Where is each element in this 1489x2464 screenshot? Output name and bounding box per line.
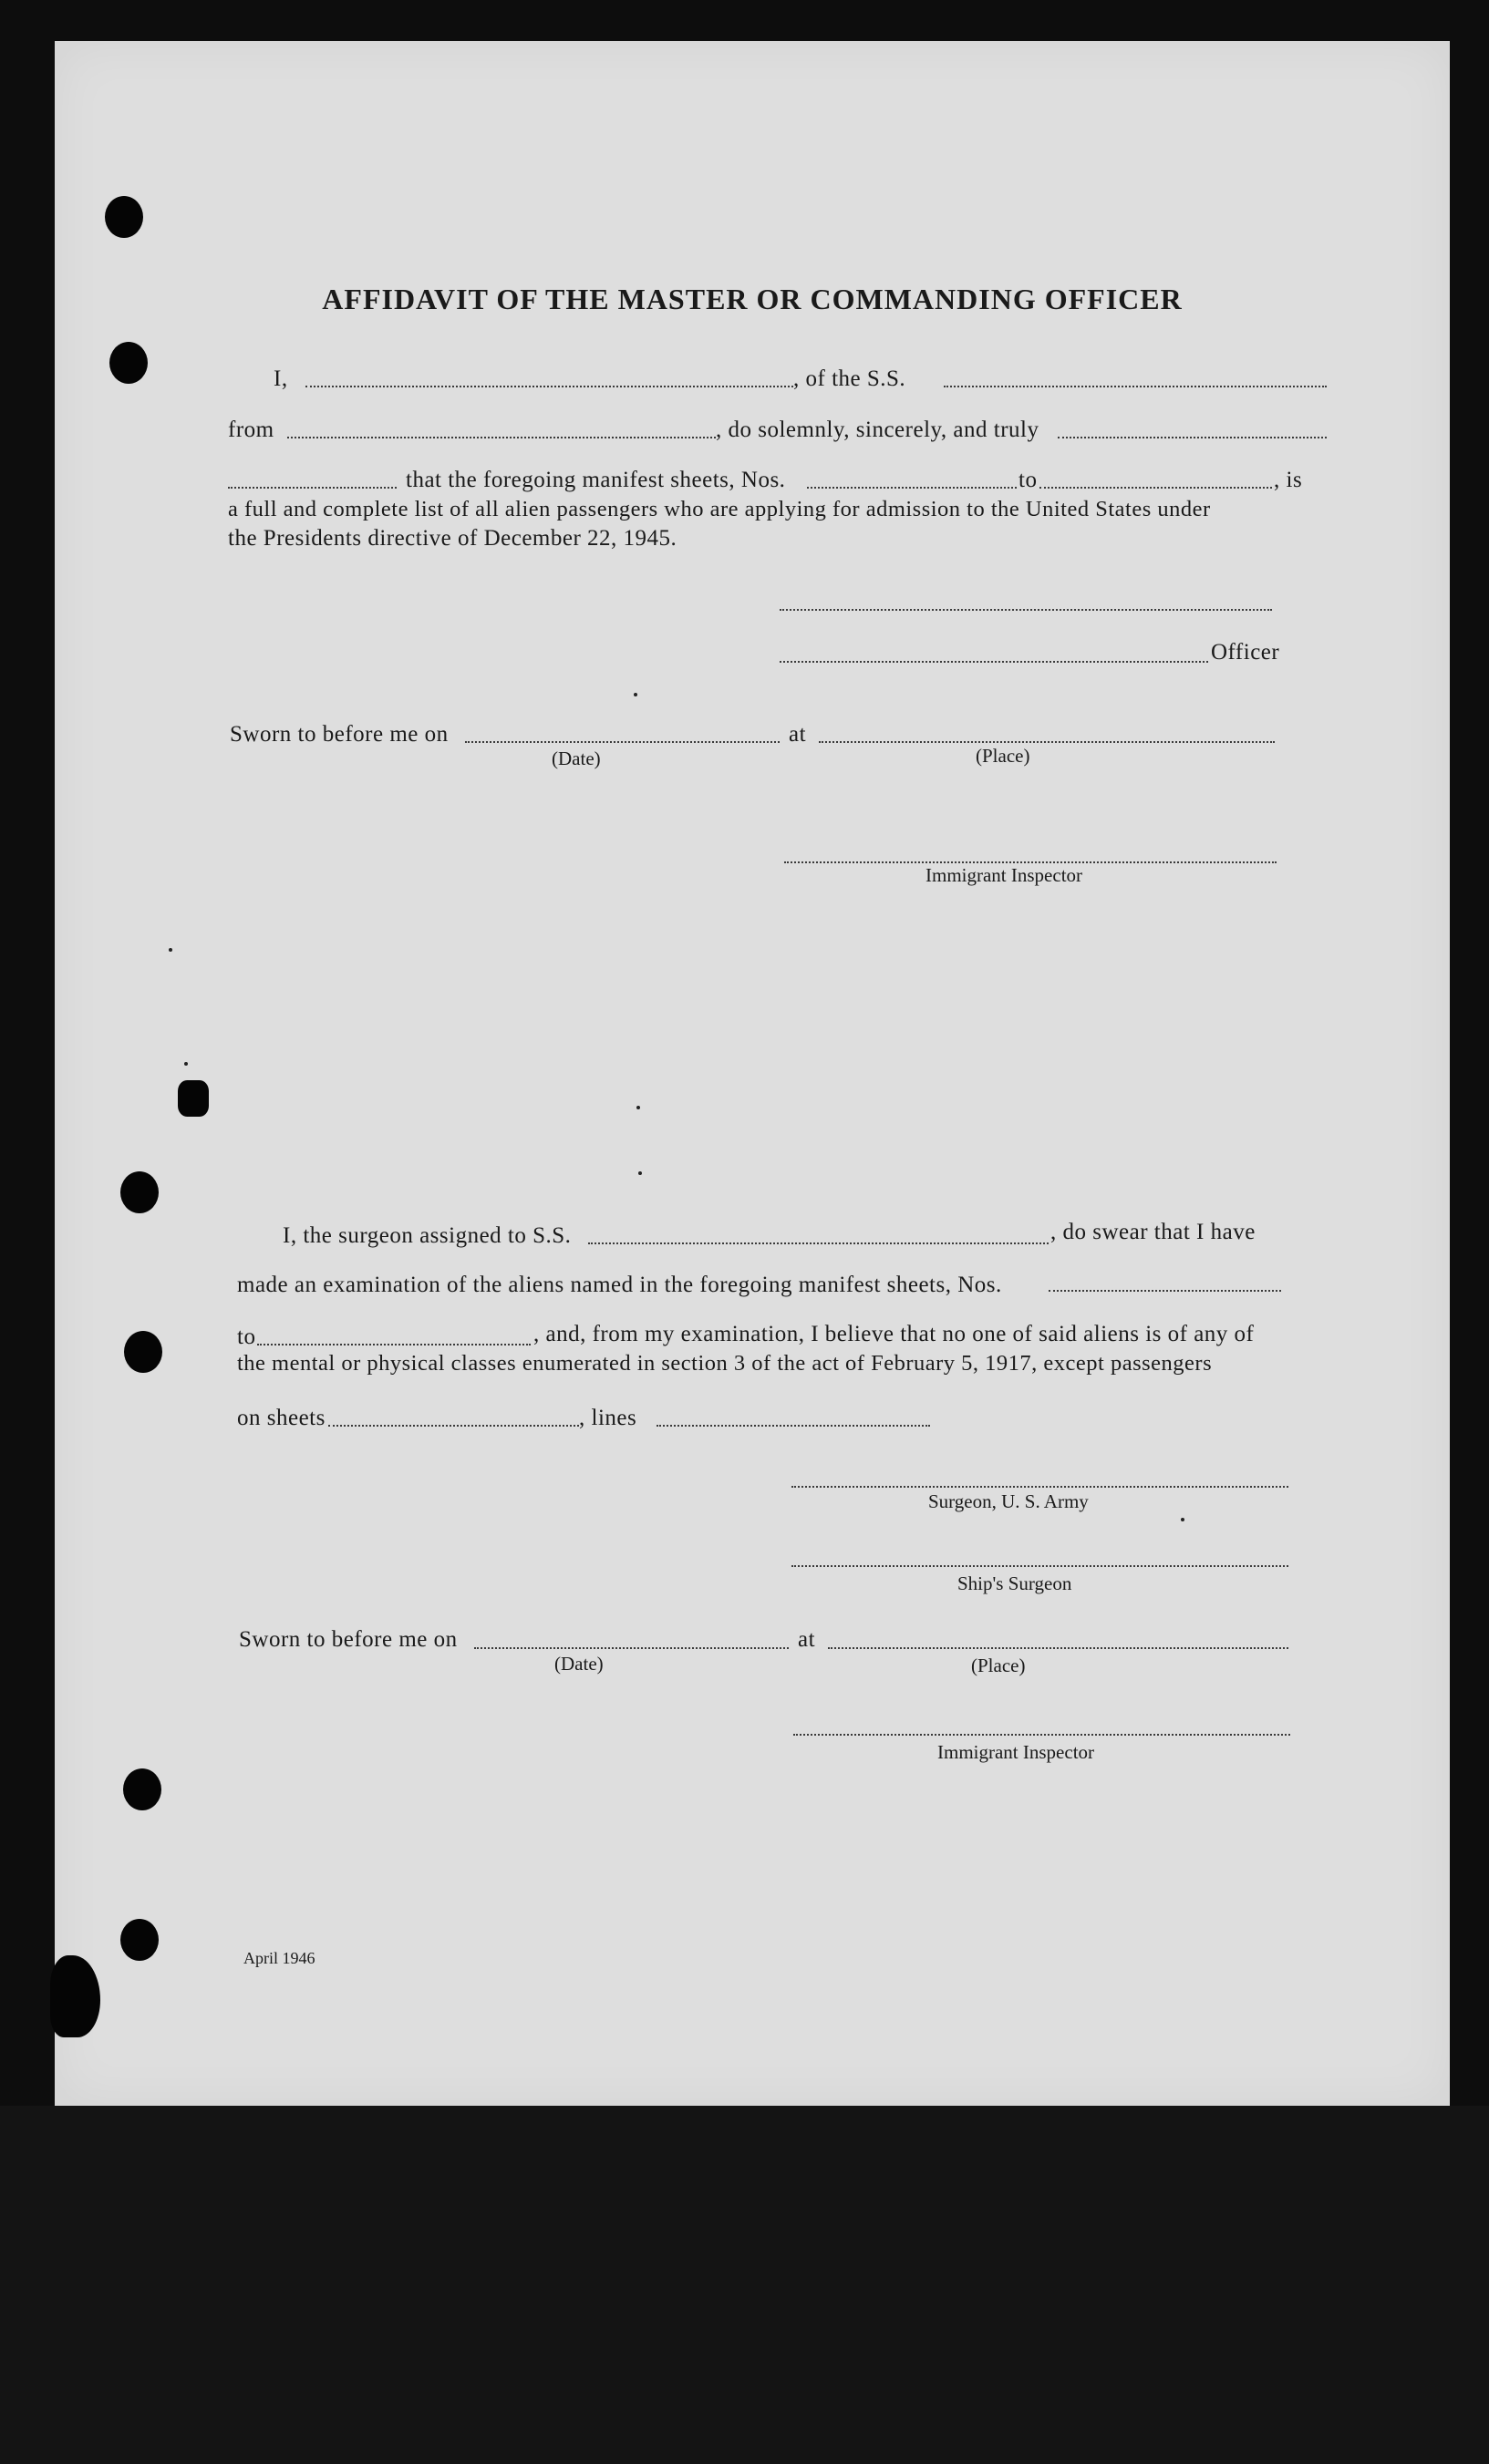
master-inspector-label: Immigrant Inspector [925, 864, 1083, 886]
officer-label: Officer [1211, 640, 1280, 665]
surgeon-nos-to-field[interactable] [257, 1344, 531, 1345]
surgeon-swear-label: , do swear that I have [1050, 1220, 1256, 1244]
master-manifest-label: that the foregoing manifest sheets, Nos. [406, 468, 786, 492]
master-from-field[interactable] [287, 437, 716, 438]
surgeon-body-line: the mental or physical classes enumerated in section 3 of the act of February 5, 1917, except passengers [237, 1351, 1213, 1376]
master-sworn-date-field[interactable] [465, 741, 780, 743]
master-date-caption: (Date) [552, 747, 601, 769]
surgeon-sheets-field[interactable] [328, 1425, 579, 1427]
punch-hole [124, 1331, 162, 1373]
ship-surgeon-label: Ship's Surgeon [957, 1572, 1072, 1594]
master-swear-verb-field[interactable] [228, 487, 397, 489]
surgeon-ship-field[interactable] [588, 1242, 1049, 1244]
master-i-label: I, [274, 366, 288, 391]
master-nos-from-field[interactable] [807, 487, 1017, 489]
master-to-label: to [1019, 468, 1038, 492]
surgeon-to-label: to [237, 1325, 256, 1349]
speck [169, 948, 172, 952]
speck [636, 1106, 640, 1109]
surgeon-place-caption: (Place) [971, 1655, 1026, 1676]
surgeon-examination-label: made an examination of the aliens named in the foregoing manifest sheets, Nos. [237, 1273, 1002, 1297]
master-inspector-signature[interactable] [784, 861, 1277, 863]
surgeon-at-label: at [798, 1627, 816, 1652]
master-body-line: the Presidents directive of December 22, 1945. [228, 526, 677, 551]
punch-hole [105, 196, 143, 238]
surgeon-lines-label: , lines [579, 1406, 637, 1430]
surgeon-nos-from-field[interactable] [1049, 1290, 1281, 1292]
form-title: AFFIDAVIT OF THE MASTER OR COMMANDING OFFICER [322, 283, 1183, 315]
surgeon-i-label: I, the surgeon assigned to S.S. [283, 1223, 572, 1248]
punch-hole [120, 1171, 159, 1213]
scan-background [0, 2106, 1489, 2464]
master-body-line: a full and complete list of all alien passengers who are applying for admission to the United States under [228, 497, 1211, 521]
punch-hole [123, 1768, 161, 1810]
army-surgeon-signature[interactable] [791, 1486, 1288, 1488]
form-sheet [55, 41, 1450, 2106]
surgeon-inspector-label: Immigrant Inspector [937, 1741, 1095, 1763]
surgeon-sworn-place-field[interactable] [828, 1647, 1288, 1649]
surgeon-lines-field[interactable] [657, 1425, 930, 1427]
master-from-label: from [228, 418, 274, 442]
form-revision-date: April 1946 [243, 1949, 315, 1967]
master-truly-field[interactable] [1058, 437, 1327, 438]
master-sworn-label: Sworn to before me on [230, 722, 449, 747]
surgeon-body-line: , and, from my examination, I believe that no one of said aliens is of any of [533, 1322, 1255, 1346]
punch-hole [109, 342, 148, 384]
officer-signature-line-1[interactable] [780, 609, 1272, 611]
master-sworn-place-field[interactable] [819, 741, 1275, 743]
army-surgeon-label: Surgeon, U. S. Army [928, 1490, 1089, 1512]
master-at-label: at [789, 722, 807, 747]
speck [184, 1062, 188, 1066]
punch-hole [178, 1080, 209, 1117]
surgeon-date-caption: (Date) [554, 1653, 604, 1675]
master-swear-label: , do solemnly, sincerely, and truly [716, 418, 1039, 442]
master-place-caption: (Place) [976, 745, 1030, 767]
surgeon-sworn-date-field[interactable] [474, 1647, 789, 1649]
surgeon-inspector-signature[interactable] [793, 1734, 1290, 1736]
ship-surgeon-signature[interactable] [791, 1565, 1288, 1567]
torn-corner [50, 1955, 100, 2037]
master-ship-label: , of the S.S. [793, 366, 906, 391]
officer-signature-line-2[interactable] [780, 661, 1208, 663]
speck [638, 1171, 642, 1175]
speck [634, 693, 637, 696]
surgeon-sheets-label: on sheets [237, 1406, 326, 1430]
master-nos-to-field[interactable] [1039, 487, 1272, 489]
master-is-label: , is [1274, 468, 1303, 492]
master-ship-field[interactable] [944, 386, 1327, 387]
speck [1181, 1518, 1184, 1521]
punch-hole [120, 1919, 159, 1961]
master-name-field[interactable] [305, 386, 793, 387]
surgeon-sworn-label: Sworn to before me on [239, 1627, 458, 1652]
